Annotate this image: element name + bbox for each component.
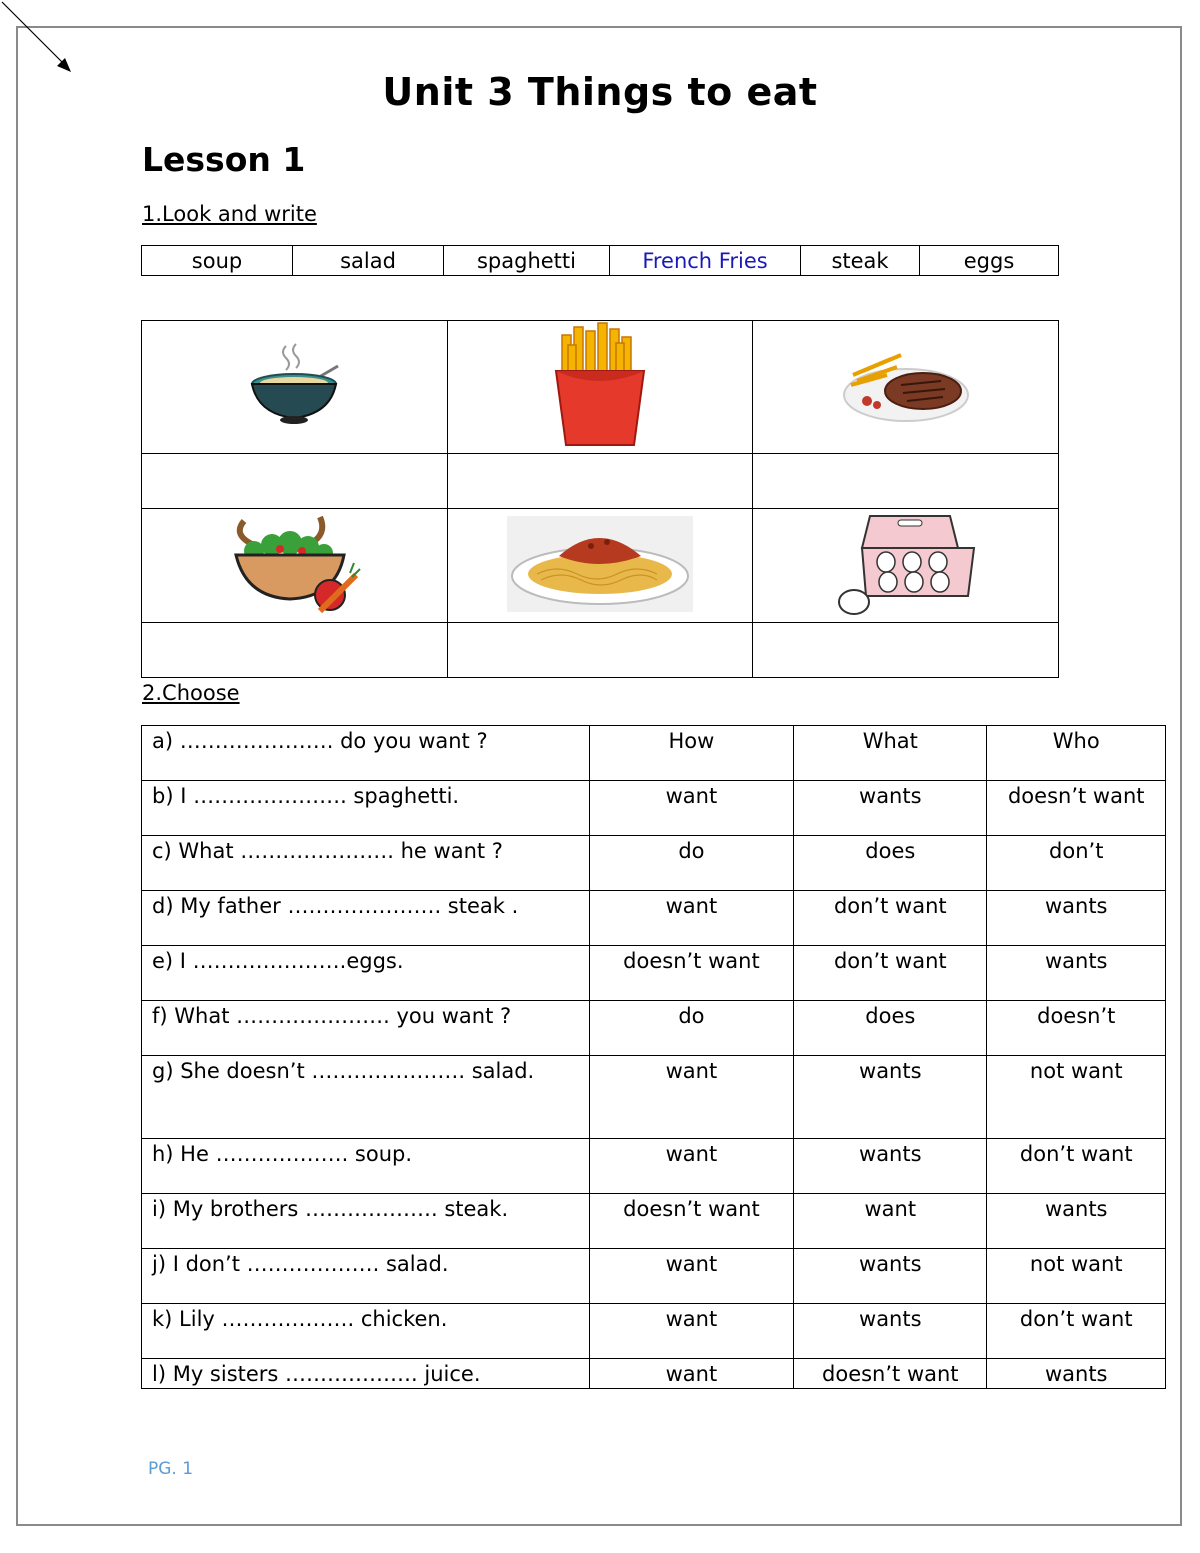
page-title: Unit 3 Things to eat [382, 70, 818, 114]
answer-option[interactable]: Who [987, 726, 1166, 781]
answer-option[interactable]: not want [987, 1249, 1166, 1304]
picture-cell [447, 509, 753, 623]
question-row [142, 781, 1166, 836]
answer-cell[interactable] [753, 623, 1059, 678]
question-text: l) My sisters ………………. juice. [142, 1359, 590, 1389]
answer-option[interactable]: not want [987, 1056, 1166, 1139]
picture-cell [447, 321, 753, 454]
answer-option[interactable]: wants [794, 1056, 987, 1139]
salad-bowl-icon [224, 511, 364, 617]
answer-option[interactable]: wants [987, 1194, 1166, 1249]
answer-cell[interactable] [753, 454, 1059, 509]
answer-option[interactable]: don’t want [987, 1304, 1166, 1359]
question-text: e) I ………………….eggs. [142, 946, 590, 1001]
question-row [142, 891, 1166, 946]
question-row [142, 1359, 1166, 1389]
section-look-and-write: 1.Look and write [142, 202, 317, 226]
word-bank-item: soup [142, 246, 293, 276]
word-bank-item: steak [801, 246, 920, 276]
word-bank-item: French Fries [610, 246, 801, 276]
question-row [142, 1304, 1166, 1359]
answer-option[interactable]: wants [987, 1359, 1166, 1389]
word-bank-item: salad [293, 246, 444, 276]
question-text: f) What …………………. you want ? [142, 1001, 590, 1056]
answer-option[interactable]: wants [794, 1249, 987, 1304]
egg-carton-icon [836, 512, 976, 616]
answer-cell[interactable] [447, 623, 753, 678]
answer-option[interactable]: want [589, 1359, 793, 1389]
picture-cell [753, 321, 1059, 454]
question-text: k) Lily ………………. chicken. [142, 1304, 590, 1359]
choose-table [141, 725, 1166, 1389]
answer-option[interactable]: wants [794, 1139, 987, 1194]
question-row [142, 726, 1166, 781]
answer-option[interactable]: want [589, 1304, 793, 1359]
answer-option[interactable]: do [589, 1001, 793, 1056]
lesson-heading: Lesson 1 [142, 140, 306, 179]
word-bank-item: eggs [920, 246, 1059, 276]
answer-option[interactable]: doesn’t [987, 1001, 1166, 1056]
soup-bowl-icon [244, 340, 344, 430]
question-row [142, 836, 1166, 891]
question-text: i) My brothers ………………. steak. [142, 1194, 590, 1249]
spaghetti-plate-icon [507, 516, 693, 612]
answer-option[interactable]: How [589, 726, 793, 781]
question-row [142, 1056, 1166, 1139]
answer-option[interactable]: wants [987, 946, 1166, 1001]
answer-option[interactable]: does [794, 1001, 987, 1056]
word-bank-item: spaghetti [444, 246, 610, 276]
answer-option[interactable]: does [794, 836, 987, 891]
question-row [142, 1249, 1166, 1304]
answer-option[interactable]: doesn’t want [794, 1359, 987, 1389]
question-text: a) …………………. do you want ? [142, 726, 590, 781]
word-bank [141, 245, 1059, 276]
answer-option[interactable]: want [589, 891, 793, 946]
answer-option[interactable]: don’t want [794, 891, 987, 946]
answer-cell[interactable] [447, 454, 753, 509]
question-text: g) She doesn’t …………………. salad. [142, 1056, 590, 1139]
question-text: b) I …………………. spaghetti. [142, 781, 590, 836]
answer-cell[interactable] [142, 623, 448, 678]
answer-option[interactable]: want [589, 781, 793, 836]
answer-option[interactable]: want [589, 1056, 793, 1139]
answer-option[interactable]: don’t want [987, 1139, 1166, 1194]
question-row [142, 1139, 1166, 1194]
answer-option[interactable]: don’t want [794, 946, 987, 1001]
question-text: d) My father …………………. steak . [142, 891, 590, 946]
answer-option[interactable]: doesn’t want [589, 946, 793, 1001]
answer-option[interactable]: don’t [987, 836, 1166, 891]
question-row [142, 1194, 1166, 1249]
section-choose: 2.Choose [142, 681, 240, 705]
answer-option[interactable]: want [794, 1194, 987, 1249]
answer-option[interactable]: wants [794, 781, 987, 836]
steak-plate-icon [841, 345, 971, 425]
french-fries-icon [550, 321, 650, 449]
corner-arrow-icon [0, 0, 80, 80]
picture-cell [142, 321, 448, 454]
answer-option[interactable]: do [589, 836, 793, 891]
answer-option[interactable]: doesn’t want [987, 781, 1166, 836]
picture-grid [141, 320, 1059, 678]
question-text: c) What …………………. he want ? [142, 836, 590, 891]
answer-option[interactable]: want [589, 1139, 793, 1194]
question-text: j) I don’t ………………. salad. [142, 1249, 590, 1304]
answer-option[interactable]: wants [987, 891, 1166, 946]
question-row [142, 1001, 1166, 1056]
answer-option[interactable]: doesn’t want [589, 1194, 793, 1249]
question-text: h) He ………………. soup. [142, 1139, 590, 1194]
picture-cell [753, 509, 1059, 623]
answer-option[interactable]: want [589, 1249, 793, 1304]
answer-option[interactable]: What [794, 726, 987, 781]
page-number: PG. 1 [148, 1459, 194, 1479]
picture-cell [142, 509, 448, 623]
answer-cell[interactable] [142, 454, 448, 509]
question-row [142, 946, 1166, 1001]
answer-option[interactable]: wants [794, 1304, 987, 1359]
